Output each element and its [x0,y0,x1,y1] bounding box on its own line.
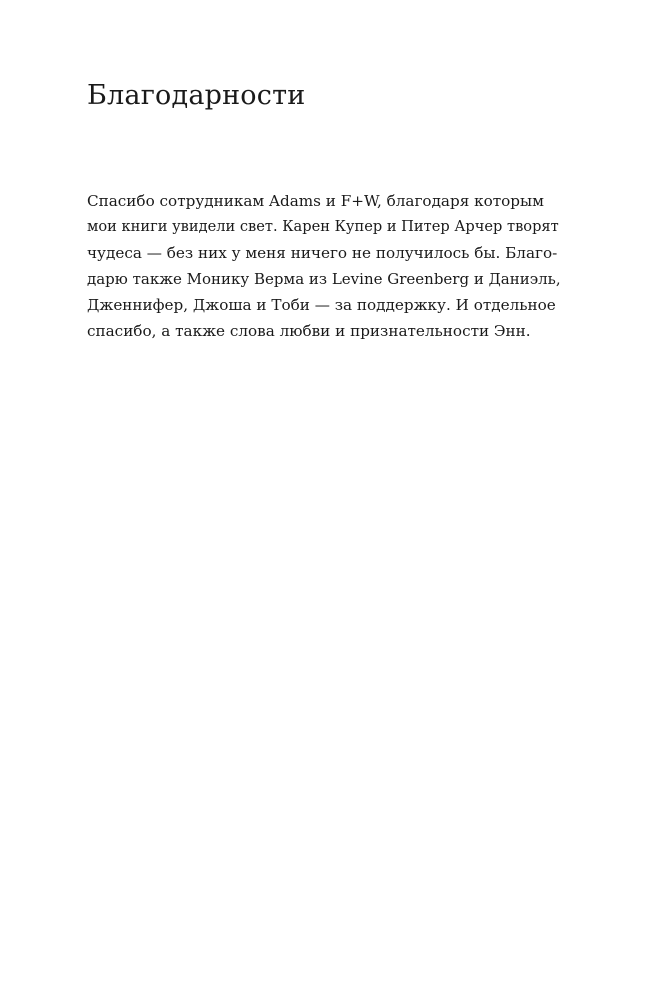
paragraph-line: мои книги увидели свет. Карен Купер и Питер Арчер творят [87,218,559,235]
paragraph-line: Дженнифер, Джоша и Тоби — за поддержку. И отдельное [87,296,556,314]
paragraph-line: дарю также Монику Верма из Levine Greenberg и Даниэль, [87,270,561,288]
page-title: Благодарности [87,80,306,111]
acknowledgements-paragraph [87,188,561,344]
paragraph-line: Спасибо сотрудникам Adams и F+W, благодаря которым [87,192,544,210]
paragraph-line: чудеса — без них у меня ничего не получилось бы. Благо- [87,244,558,262]
paragraph-line: спасибо, а также слова любви и признательности Энн. [87,322,531,340]
